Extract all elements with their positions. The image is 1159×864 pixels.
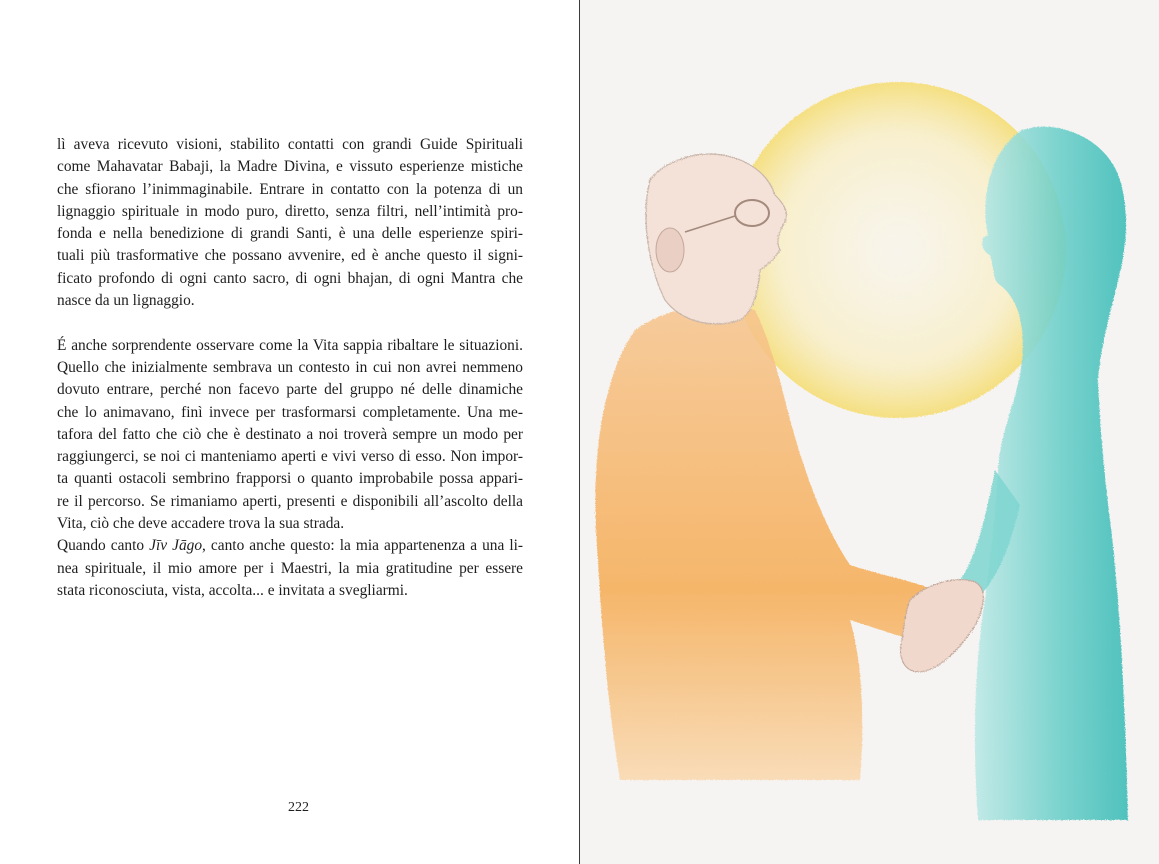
text-line: ta quanti ostacoli sembrino frapporsi o quanto improbabile possa appari- <box>57 470 523 488</box>
text-line: Vita, ciò che deve accadere trova la sua strada. <box>57 515 345 533</box>
text-line: tafora del fatto che ciò che è destinato a noi troverà sempre un modo per <box>57 425 523 443</box>
text-line: nea spirituale, il mio amore per i Maestri, la mia gratitudine per essere <box>57 559 523 577</box>
text-line: re il percorso. Se rimaniamo aperti, presenti e disponibili all’ascolto della <box>57 492 523 510</box>
body-text <box>57 134 523 602</box>
text-line: tuali più trasformative che possano avvenire, ed è anche questo il signi- <box>57 247 523 265</box>
page-number: 222 <box>288 800 309 815</box>
text-line: che lo animavano, finì invece per trasformarsi completamente. Una me- <box>57 403 523 421</box>
text-line <box>57 535 523 557</box>
man-ear <box>656 228 684 272</box>
text-line: lignaggio spirituale in modo puro, diretto, senza filtri, nell’intimità pro- <box>57 202 523 220</box>
text-line: come Mahavatar Babaji, la Madre Divina, e vissuto esperienze mistiche <box>57 158 523 176</box>
text-line: dovuto entrare, perché non facevo parte del gruppo né delle dinamiche <box>57 381 523 399</box>
text-line: lì aveva ricevuto visioni, stabilito contatti con grandi Guide Spirituali <box>57 136 523 153</box>
text-line: Quello che inizialmente sembrava un contesto in cui non avrei nemmeno <box>57 358 523 376</box>
left-page <box>0 0 579 864</box>
paragraph-2 <box>57 335 523 536</box>
text-line: stata riconosciuta, vista, accolta... e invitata a svegliarmi. <box>57 581 408 599</box>
text-line: ficato profondo di ogni canto sacro, di ogni bhajan, di ogni Mantra che <box>57 269 523 287</box>
text-line: raggiungerci, se noi ci manteniamo aperti e vivi verso di esso. Non impor- <box>57 448 523 466</box>
text-line: fonda e nella benedizione di grandi Santi, è una delle esperienze spiri- <box>57 225 523 243</box>
text-fragment: Quando canto <box>57 537 150 555</box>
text-line: nasce da un lignaggio. <box>57 292 195 310</box>
text-fragment: , canto anche questo: la mia appartenenza a una li- <box>202 537 524 555</box>
paragraph-3 <box>57 535 523 602</box>
text-line: che sfiorano l’inimmaginabile. Entrare in contatto con la potenza di un <box>57 180 523 198</box>
paragraph-1 <box>57 134 523 312</box>
turquoise-figure <box>975 127 1128 820</box>
right-page-illustration <box>580 0 1159 864</box>
illustration <box>580 0 1159 864</box>
text-line: É anche sorprendente osservare come la Vita sappia ribaltare le situazioni. <box>57 336 523 354</box>
song-title: Jīv Jāgo <box>149 537 203 555</box>
